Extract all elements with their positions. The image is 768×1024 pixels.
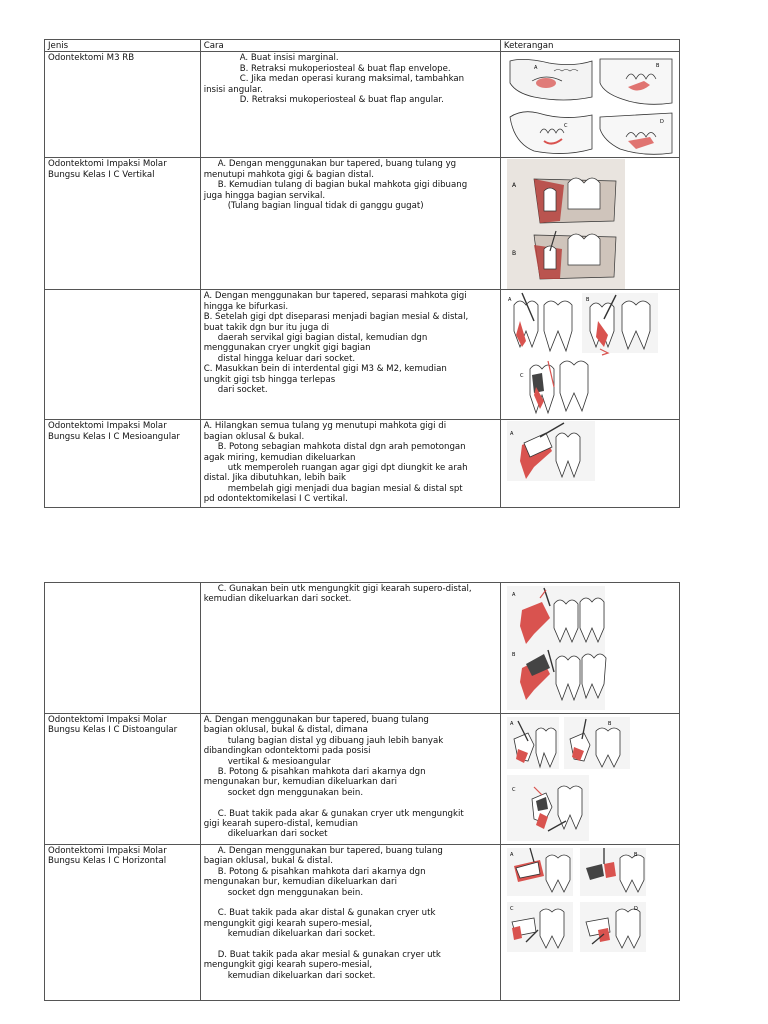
cara-line: tulang bagian distal yg dibuang jauh lebih banyak [227, 735, 444, 746]
figure-letter: A [509, 431, 514, 438]
cara-line: menggunakan cryer ungkit gigi bagian [203, 343, 371, 354]
table-row [45, 714, 680, 845]
cara-cell [200, 158, 500, 290]
cara-line: agak miring, kemudian dikeluarkan [203, 452, 356, 463]
cara-line: kemudian dikeluarkan dari socket. [203, 594, 352, 605]
cara-line: pd odontektomikelasi I C vertikal. [203, 494, 348, 505]
mesioangular-illustration [504, 421, 680, 507]
jenis-cell [45, 714, 201, 845]
cara-line: insisi angular. [203, 84, 263, 95]
vertical-impaction-illustration [504, 159, 680, 289]
cara-line: mengungkit gigi kearah supero-mesial, [203, 960, 373, 971]
tooth-figure-b [582, 293, 658, 355]
jenis-cell [45, 158, 201, 290]
cara-line: B. Potong & pisahkan mahkota dari akarnya dgn [217, 866, 426, 877]
cara-cell [200, 290, 500, 420]
cara-line: menutupi mahkota gigi & bagian distal. [203, 169, 374, 180]
cara-line: A. Hilangkan semua tulang yg menutupi mahkota gigi di [203, 421, 447, 432]
jenis-text: Odontektomi Impaksi Molar [48, 421, 167, 432]
jenis-text: Bungsu Kelas I C Horizontal [48, 856, 167, 867]
header-jenis: Jenis [45, 40, 201, 52]
figure-letter: A [507, 297, 512, 304]
jenis-cell [45, 420, 201, 508]
cara-line: kemudian dikeluarkan dari socket. [227, 970, 376, 981]
jenis-cell [45, 52, 201, 158]
figure-letter: D [633, 906, 638, 912]
cara-line: A. Dengan menggunakan bur tapered, separasi mahkota gigi [203, 291, 467, 302]
distoangular-figure-b [564, 717, 630, 769]
cara-line: A. Dengan menggunakan bur tapered, buang tulang [217, 846, 443, 856]
cara-cell [200, 714, 500, 845]
cara-line: dibandingkan odontektomi pada posisi [203, 746, 371, 757]
jenis-text: Bungsu Kelas I C Vertikal [48, 169, 155, 180]
table-row [45, 158, 680, 290]
cara-line: C. Masukkan bein di interdental gigi M3 & M2, kemudian [203, 364, 447, 375]
figure-letter: A [509, 721, 514, 727]
cara-cell [200, 420, 500, 508]
distoangular-figure-a [507, 717, 559, 769]
cara-cell [200, 52, 500, 158]
jaw-figure-b [600, 59, 672, 104]
cara-line: B. Potong sebagian mahkota distal dgn arah pemotongan [217, 442, 466, 453]
cara-line: bagian oklusal, bukal & distal, dimana [203, 725, 368, 736]
cara-line: bagian oklusal, bukal & distal. [203, 856, 333, 867]
cara-line: B. Retraksi mukoperiosteal & buat flap envelope. [239, 63, 451, 74]
keterangan-cell [500, 158, 679, 290]
cara-line: socket dgn menggunakan bein. [227, 787, 364, 798]
cara-line: D. Buat takik pada akar mesial & gunakan cryer utk [217, 950, 441, 961]
jenis-text: Odontektomi Impaksi Molar [48, 846, 167, 856]
cara-cell [200, 583, 500, 714]
figure-letter: B [607, 721, 612, 727]
header-cara: Cara [200, 40, 500, 52]
figure-letter: B [633, 852, 638, 858]
figure-letter: C [509, 906, 514, 912]
cara-line: D. Retraksi mukoperiosteal & buat flap angular. [239, 95, 444, 106]
cara-line: daerah servikal gigi bagian distal, kemudian dgn [217, 333, 428, 344]
elevation-illustration [504, 584, 680, 713]
figure-letter: B [511, 652, 516, 658]
cara-line: B. Setelah gigi dpt diseparasi menjadi bagian mesial & distal, [203, 312, 469, 323]
cara-line: A. Buat insisi marginal. [239, 53, 339, 64]
jaw-figure-c [510, 112, 592, 154]
flap-incision-illustration [504, 53, 680, 157]
jenis-cell [45, 290, 201, 420]
distoangular-illustration [504, 715, 680, 844]
figure-letter: C [511, 787, 516, 793]
cara-cell [200, 845, 500, 1001]
tooth-separation-illustration [504, 291, 680, 419]
cara-line: kemudian dikeluarkan dari socket. [227, 929, 376, 940]
figure-letter: B [655, 63, 660, 70]
table-header-row [45, 40, 680, 52]
figure-letter: A [533, 65, 538, 72]
table-row [45, 420, 680, 508]
jenis-text: Odontektomi M3 RB [48, 53, 135, 64]
cara-line: utk memperoleh ruangan agar gigi dpt diungkit ke arah [227, 463, 468, 474]
tooth-figure-c [520, 361, 588, 413]
cara-line [204, 940, 498, 950]
tooth-figure-a [508, 293, 572, 351]
header-keterangan: Keterangan [500, 40, 679, 52]
cara-line: dikeluarkan dari socket [227, 829, 328, 840]
cara-line: distal. Jika dibutuhkan, lebih baik [203, 473, 347, 484]
jaw-figure-d [600, 113, 672, 154]
cara-line: C. Jika medan operasi kurang maksimal, tambahkan [239, 74, 465, 85]
cara-line: hingga ke bifurkasi. [203, 301, 289, 312]
cara-line: membelah gigi menjadi dua bagian mesial & distal spt [227, 483, 463, 494]
cara-line: mengunakan bur, kemudian dikeluarkan dari [203, 877, 397, 888]
horizontal-figure-a [507, 848, 573, 896]
cara-line: bagian oklusal & bukal. [203, 431, 305, 442]
figure-letter: A [511, 182, 516, 190]
figure-letter: B [585, 297, 590, 304]
keterangan-cell [500, 290, 679, 420]
horizontal-figure-d [580, 902, 646, 952]
figure-letter: A [511, 592, 516, 598]
procedure-table-page-2 [44, 582, 680, 1001]
cara-line: C. Buat takik pada akar distal & gunakan cryer utk [217, 908, 436, 919]
cara-line: ungkit gigi tsb hingga terlepas [203, 374, 336, 385]
horizontal-figure-b [580, 848, 646, 896]
keterangan-cell [500, 52, 679, 158]
jenis-cell [45, 845, 201, 1001]
table-row [45, 845, 680, 1001]
cara-line: juga hingga bagian servikal. [203, 190, 326, 201]
figure-letter: A [509, 852, 514, 858]
cara-line: C. Gunakan bein utk mengungkit gigi kearah supero-distal, [217, 584, 472, 594]
figure-letter: C [563, 123, 568, 130]
cara-line: mengungkit gigi kearah supero-mesial, [203, 918, 373, 929]
horizontal-illustration [504, 846, 680, 1000]
table-row [45, 583, 680, 714]
jenis-text: Bungsu Kelas I C Mesioangular [48, 431, 180, 442]
procedure-table-page-1 [44, 39, 680, 508]
keterangan-cell [500, 583, 679, 714]
jenis-text: Bungsu Kelas I C Distoangular [48, 725, 178, 736]
figure-letter: C [519, 373, 524, 380]
cara-line: A. Dengan menggunakan bur tapered, buang tulang yg [217, 159, 457, 170]
cara-line [204, 898, 498, 908]
cara-line [204, 798, 498, 808]
cara-line: C. Buat takik pada akar & gunakan cryer utk mengungkit [217, 808, 464, 819]
table-row [45, 52, 680, 158]
jenis-cell [45, 583, 201, 714]
cara-line: dari socket. [217, 385, 268, 396]
distoangular-figure-c [507, 775, 589, 841]
figure-letter: D [659, 119, 664, 126]
jenis-text: Odontektomi Impaksi Molar [48, 159, 167, 170]
cara-line: B. Potong & pisahkan mahkota dari akarnya dgn [217, 767, 426, 778]
cara-line: vertikal & mesioangular [227, 756, 331, 767]
jenis-text: Odontektomi Impaksi Molar [48, 715, 167, 725]
figure-letter: B [511, 250, 516, 258]
cara-line: A. Dengan menggunakan bur tapered, buang tulang [203, 715, 429, 725]
cara-line: B. Kemudian tulang di bagian bukal mahkota gigi dibuang [217, 180, 468, 191]
horizontal-figure-c [507, 902, 573, 952]
cara-line: gigi kearah supero-distal, kemudian [203, 819, 358, 830]
cara-line: socket dgn menggunakan bein. [227, 887, 364, 898]
keterangan-cell [500, 714, 679, 845]
jaw-figure-a [510, 60, 592, 101]
cara-line: mengunakan bur, kemudian dikeluarkan dari [203, 777, 397, 788]
cara-line: distal hingga keluar dari socket. [217, 353, 356, 364]
cara-line: buat takik dgn bur itu juga di [203, 322, 329, 333]
table-row [45, 290, 680, 420]
keterangan-cell [500, 420, 679, 508]
cara-line: (Tulang bagian lingual tidak di ganggu gugat) [227, 201, 424, 212]
keterangan-cell [500, 845, 679, 1001]
